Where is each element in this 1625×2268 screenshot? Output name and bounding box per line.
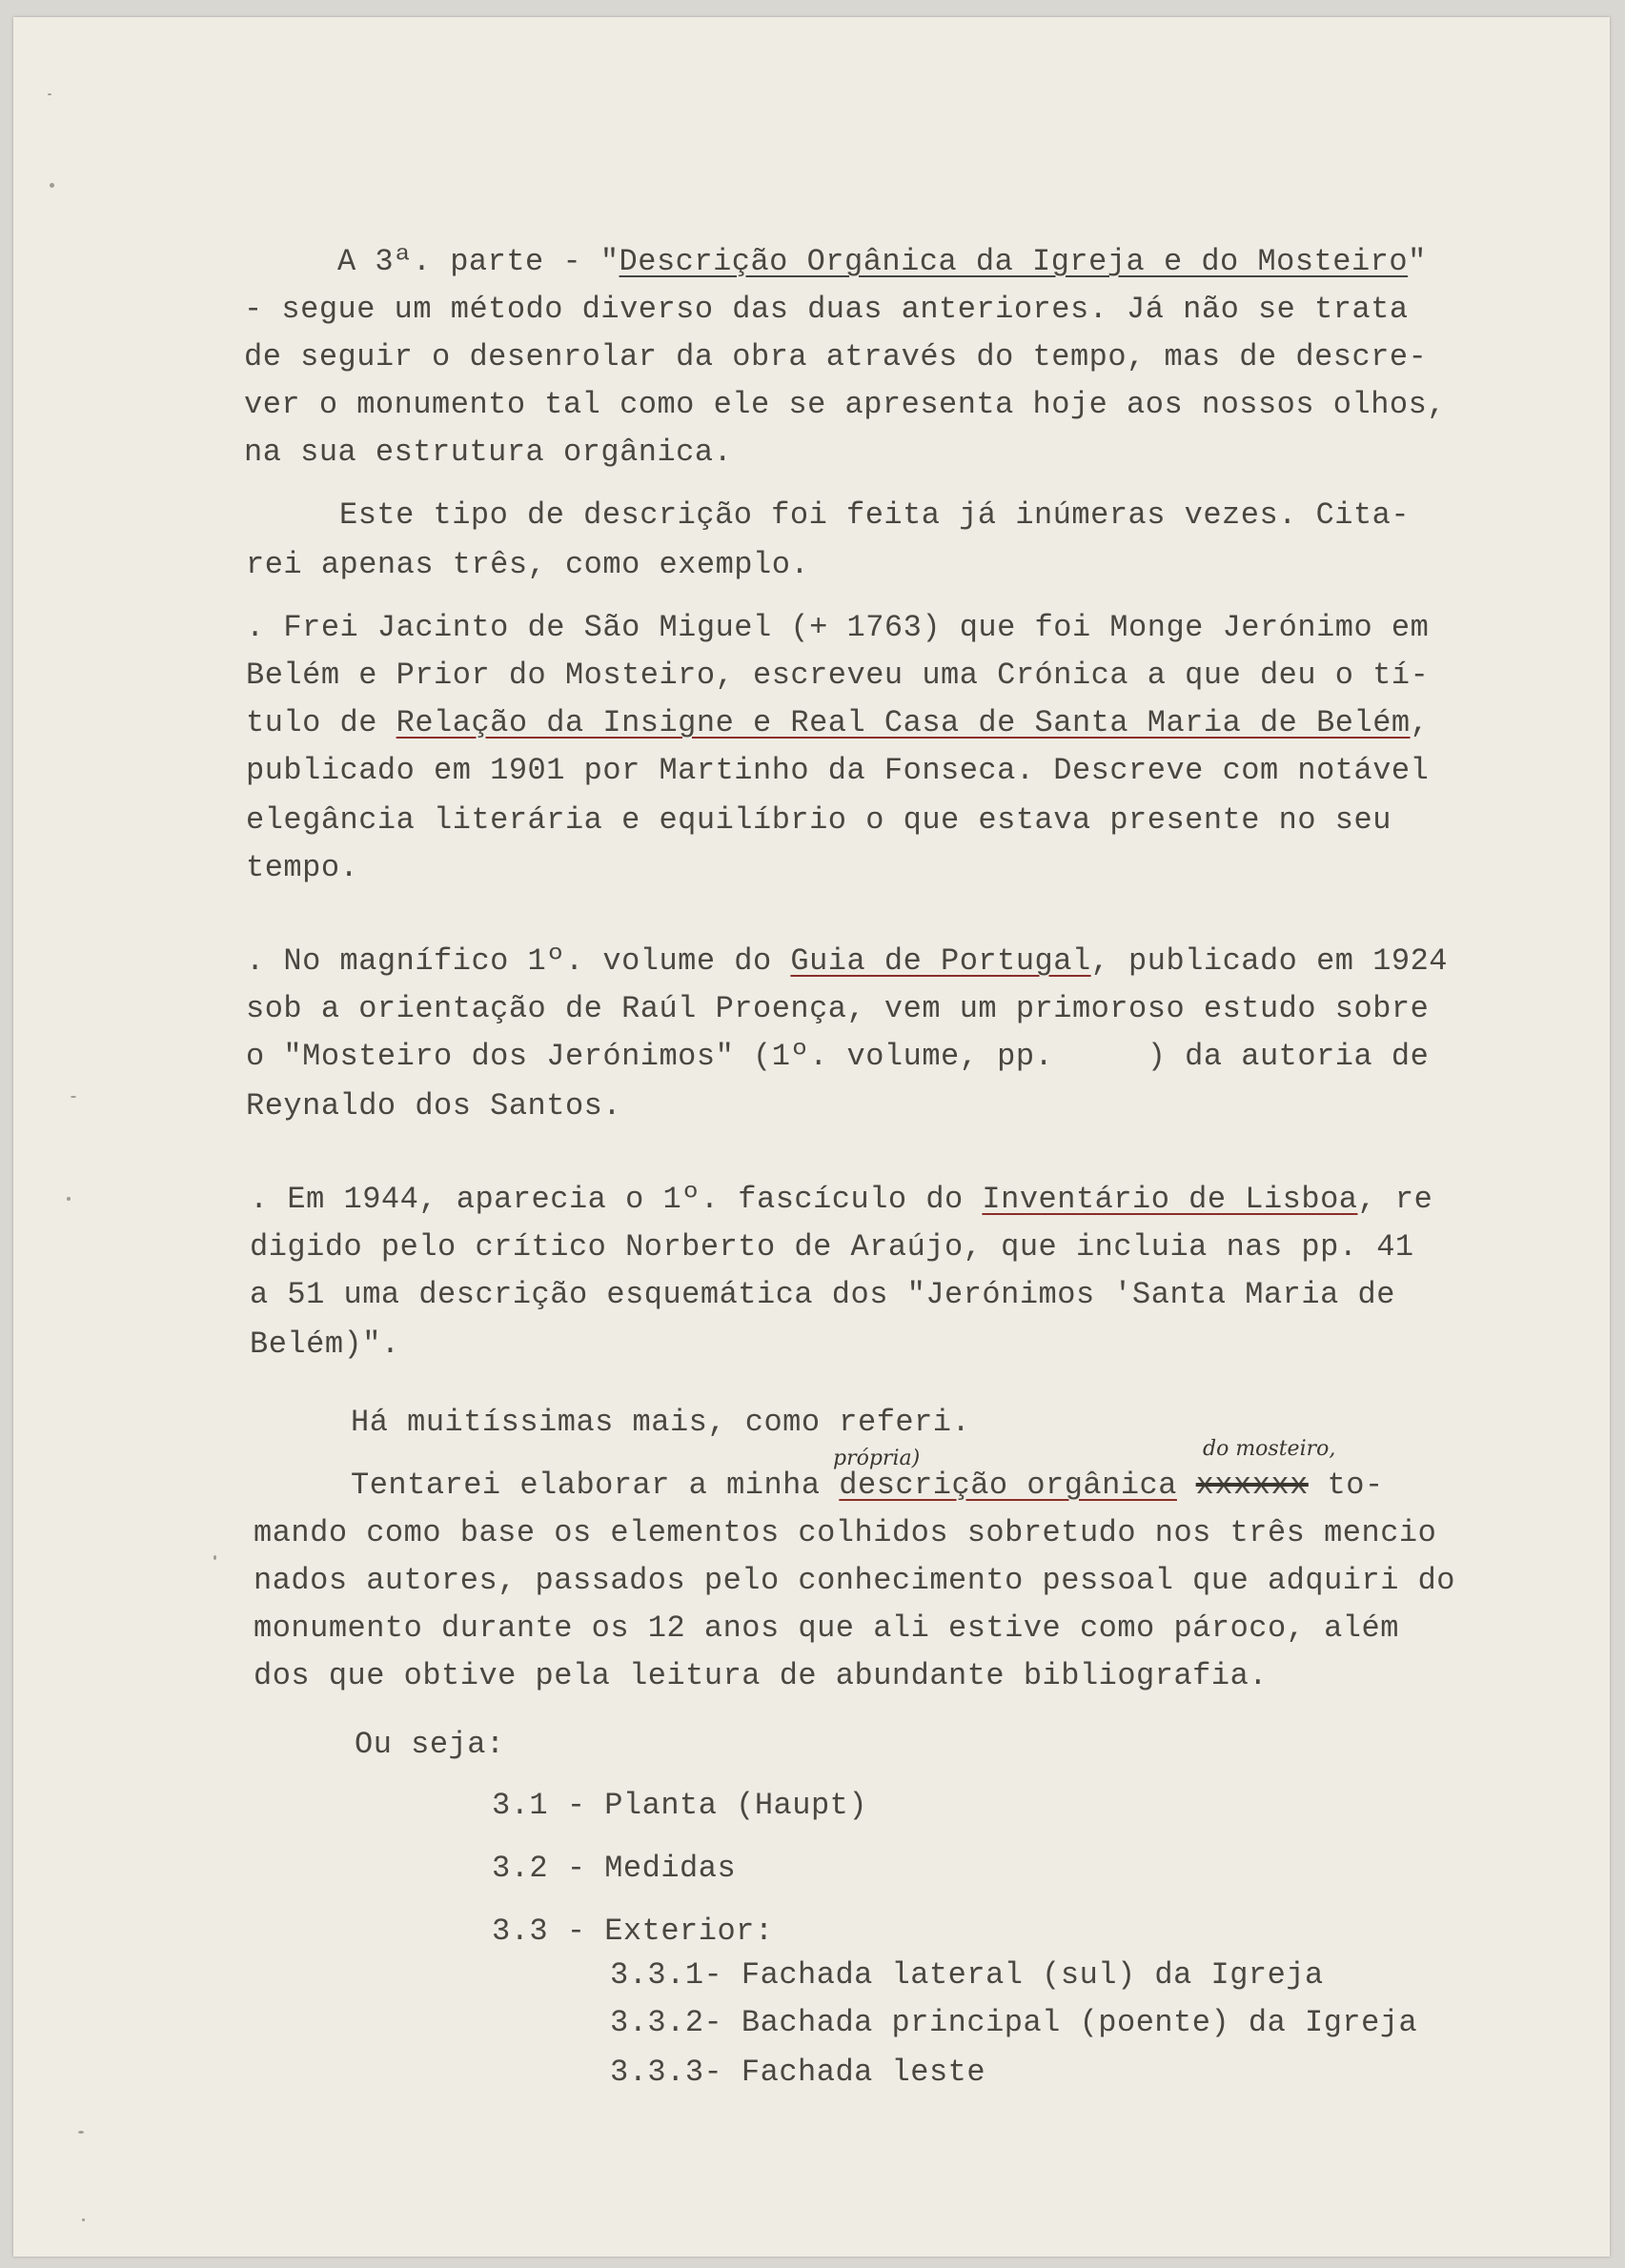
text-line bbox=[250, 1182, 1432, 1217]
line-end: , bbox=[1410, 705, 1430, 740]
margin-mark bbox=[82, 2218, 85, 2221]
struck-out-word: xxxxxx bbox=[1195, 1468, 1309, 1503]
text-line: o "Mosteiro dos Jerónimos" (1º. volume, pp. ) da autoria de bbox=[246, 1039, 1430, 1074]
underlined-phrase: descrição orgânica bbox=[839, 1468, 1177, 1503]
text-line: Há muitíssimas mais, como referi. bbox=[351, 1405, 971, 1440]
text-line: ver o monumento tal como ele se apresenta hoje aos nossos olhos, bbox=[244, 387, 1446, 422]
text-line: tempo. bbox=[246, 850, 359, 885]
text-line: rei apenas três, como exemplo. bbox=[246, 547, 810, 582]
outline-item: 3.2 - Medidas bbox=[492, 1851, 737, 1886]
line-end: " bbox=[1408, 244, 1427, 279]
text-line: de seguir o desenrolar da obra através do tempo, mas de descre- bbox=[244, 339, 1428, 375]
line-start: . No magnífico 1º. volume do bbox=[246, 943, 791, 979]
text-line: mando como base os elementos colhidos sobretudo nos três mencio bbox=[254, 1515, 1437, 1550]
text-line: Belém e Prior do Mosteiro, escreveu uma Crónica a que deu o tí- bbox=[246, 658, 1430, 693]
line-start: A 3ª. parte - " bbox=[337, 244, 620, 279]
text-line: . Frei Jacinto de São Miguel (+ 1763) que foi Monge Jerónimo em bbox=[246, 610, 1430, 645]
text-line: Ou seja: bbox=[355, 1727, 505, 1762]
underlined-title: Guia de Portugal bbox=[790, 943, 1091, 979]
text-line: Este tipo de descrição foi feita já inúmeras vezes. Cita- bbox=[339, 497, 1411, 533]
text-line: dos que obtive pela leitura de abundante bibliografia. bbox=[254, 1658, 1268, 1693]
line-start: tulo de bbox=[246, 705, 396, 740]
line-start: . Em 1944, aparecia o 1º. fascículo do bbox=[250, 1182, 983, 1217]
handwritten-annotation: do mosteiro, bbox=[1203, 1437, 1336, 1461]
line-end: , re bbox=[1357, 1182, 1433, 1217]
text-line bbox=[246, 705, 1429, 740]
text-line: a 51 uma descrição esquemática dos "Jerónimos 'Santa Maria de bbox=[250, 1277, 1395, 1312]
line-end: to- bbox=[1308, 1468, 1384, 1503]
text-line: na sua estrutura orgânica. bbox=[244, 435, 733, 470]
margin-mark bbox=[213, 1555, 216, 1560]
underlined-title: Relação da Insigne e Real Casa de Santa Maria de Belém bbox=[396, 705, 1411, 740]
outline-item: 3.3 - Exterior: bbox=[492, 1914, 774, 1949]
text-line: - segue um método diverso das duas anteriores. Já não se trata bbox=[244, 292, 1409, 327]
line-end: , publicado em 1924 bbox=[1090, 943, 1448, 979]
outline-subitem: 3.3.2- Bachada principal (poente) da Igreja bbox=[610, 2005, 1418, 2040]
outline-subitem: 3.3.1- Fachada lateral (sul) da Igreja bbox=[610, 1957, 1324, 1993]
text-line bbox=[351, 1468, 1384, 1503]
underlined-title: Descrição Orgânica da Igreja e do Mosteiro bbox=[619, 244, 1409, 279]
margin-mark bbox=[50, 183, 54, 188]
text-line: publicado em 1901 por Martinho da Fonseca. Descreve com notável bbox=[246, 753, 1430, 788]
text-line: digido pelo crítico Norberto de Araújo, que incluia nas pp. 41 bbox=[250, 1229, 1414, 1265]
text-line: Reynaldo dos Santos. bbox=[246, 1088, 622, 1124]
underlined-title: Inventário de Lisboa bbox=[982, 1182, 1358, 1217]
margin-mark bbox=[78, 2131, 84, 2134]
outline-subitem: 3.3.3- Fachada leste bbox=[610, 2055, 986, 2090]
text-line bbox=[337, 244, 1427, 279]
text-line: Belém)". bbox=[250, 1326, 400, 1362]
outline-item: 3.1 - Planta (Haupt) bbox=[492, 1788, 868, 1823]
text-line: nados autores, passados pelo conhecimento pessoal que adquiri do bbox=[254, 1563, 1455, 1598]
line-start: Tentarei elaborar a minha bbox=[351, 1468, 840, 1503]
text-line: sob a orientação de Raúl Proença, vem um primoroso estudo sobre bbox=[246, 991, 1430, 1026]
margin-mark bbox=[48, 93, 51, 95]
margin-mark bbox=[71, 1096, 76, 1098]
handwritten-annotation: própria) bbox=[833, 1447, 921, 1470]
margin-mark bbox=[67, 1197, 71, 1201]
text-line: monumento durante os 12 anos que ali estive como pároco, além bbox=[254, 1610, 1399, 1646]
text-line: elegância literária e equilíbrio o que estava presente no seu bbox=[246, 802, 1391, 838]
text-line bbox=[246, 943, 1448, 979]
